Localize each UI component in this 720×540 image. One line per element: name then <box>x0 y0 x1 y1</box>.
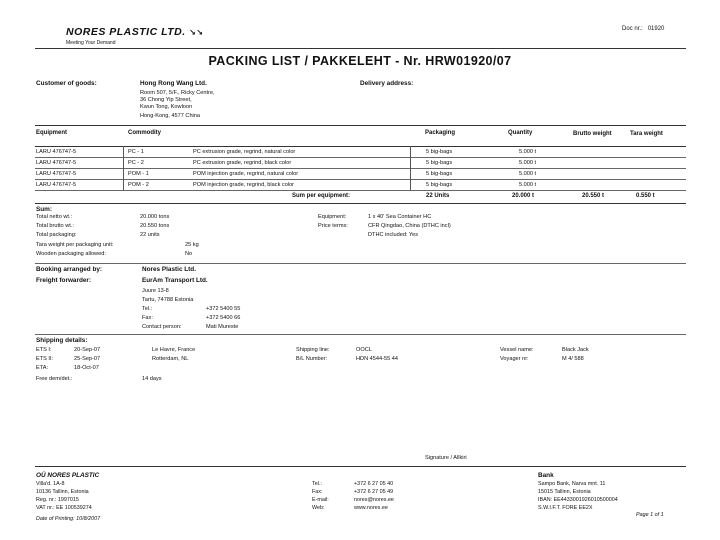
dthc-note: DTHC included: Yes <box>368 232 419 238</box>
section-divider <box>35 334 686 335</box>
ets1-label: ETS I: <box>36 347 52 353</box>
page-title: PACKING LIST / PAKKELEHT - Nr. HRW01920/07 <box>208 54 512 68</box>
footer-address-line: Reg. nr.: 1997015 <box>36 497 79 503</box>
row-equipment: LARU 476747-5 <box>36 160 77 166</box>
summary-value: 22 units <box>140 232 160 238</box>
customer-label: Customer of goods: <box>36 80 97 87</box>
row-packaging: 5 big-bags <box>426 160 453 166</box>
row-packaging: 5 big-bags <box>426 171 453 177</box>
footer-web-label: Web: <box>312 505 325 511</box>
equipment-label: Equipment: <box>318 214 347 220</box>
booking-value: Nores Plastic Ltd. <box>142 266 196 273</box>
column-separator <box>123 146 124 190</box>
footer-fax-value: +372 6 27 05 49 <box>354 489 394 495</box>
logo-mark-icon: ↘↘ <box>189 28 204 37</box>
row-packaging: 5 big-bags <box>426 182 453 188</box>
row-packaging: 5 big-bags <box>426 149 453 155</box>
summary-label: Tara weight per packaging unit: <box>36 242 114 248</box>
contact-person-value: Mati Mureste <box>206 324 239 330</box>
ets1-value: 20-Sep-07 <box>74 347 101 353</box>
col-header-commodity: Commodity <box>128 130 161 136</box>
bank-line: Sampo Bank, Narva mnt. 11 <box>538 481 606 487</box>
footer-tel-value: +372 6 27 05 40 <box>354 481 394 487</box>
shipping-heading: Shipping details: <box>36 337 88 344</box>
contact-person-label: Contact person: <box>142 324 182 330</box>
customer-address-line: Hong-Kong, 4577 China <box>140 113 201 119</box>
sum-packaging: 22 Units <box>426 193 450 199</box>
sum-heading: Sum: <box>36 206 52 213</box>
footer-company: OÜ NORES PLASTIC <box>36 472 100 479</box>
company-logo <box>66 26 203 38</box>
forwarder-label: Freight forwarder: <box>36 277 92 284</box>
row-description: PC extrusion grade, regrind, natural color <box>193 149 296 155</box>
row-description: PC extrusion grade, regrind, black color <box>193 160 292 166</box>
footer-address-line: 10136 Tallinn, Estonia <box>36 489 89 495</box>
footer-email-value[interactable]: nores@nores.ee <box>354 497 394 503</box>
print-date: Date of Printing: 10/8/2007 <box>36 516 101 522</box>
forwarder-tel-value: +372 5400 55 <box>206 306 241 312</box>
summary-label: Total netto wt.: <box>36 214 73 220</box>
booking-label: Booking arranged by: <box>36 266 103 273</box>
customer-address-line: 36 Chong Yip Street, <box>140 97 192 103</box>
row-code: POM - 1 <box>128 171 149 177</box>
bank-line: S.W.I.F.T. FORE EE2X <box>538 505 593 511</box>
sum-quantity: 20.000 t <box>512 193 535 199</box>
bank-heading: Bank <box>538 472 554 479</box>
free-dem-value: 14 days <box>142 376 162 382</box>
row-code: PC - 2 <box>128 160 144 166</box>
voyage-nr-label: Voyager nr: <box>500 356 529 362</box>
row-divider <box>35 168 686 169</box>
company-tagline: Meeting Your Demand <box>66 40 116 46</box>
bl-number-value: HDN 4544-55 44 <box>356 356 398 362</box>
row-divider <box>35 190 686 191</box>
section-divider <box>35 263 686 264</box>
row-divider <box>35 157 686 158</box>
row-quantity: 5.000 t <box>519 160 537 166</box>
sum-label: Sum per equipment: <box>292 193 351 199</box>
bl-number-label: B/L Number: <box>296 356 328 362</box>
row-code: POM - 2 <box>128 182 149 188</box>
page-number: Page 1 of 1 <box>636 512 664 518</box>
summary-label: Total packaging: <box>36 232 77 238</box>
customer-address-line: Kwun Tong, Kowloon <box>140 104 193 110</box>
row-quantity: 5.000 t <box>519 171 537 177</box>
delivery-address-label: Delivery address: <box>360 80 414 87</box>
column-separator <box>410 146 411 190</box>
summary-value: 20.550 tons <box>140 223 170 229</box>
col-header-quantity: Quantity <box>508 130 533 136</box>
forwarder-address-line: Juure 13-8 <box>142 288 169 294</box>
vessel-name-label: Vessel name: <box>500 347 534 353</box>
port-of-loading: Le Havre, France <box>152 347 196 353</box>
summary-label: Total brutto wt.: <box>36 223 74 229</box>
summary-value: No <box>185 251 193 257</box>
col-header-equipment: Equipment <box>36 130 67 136</box>
footer-web-value[interactable]: www.nores.ee <box>354 505 388 511</box>
col-header-tara: Tara weight <box>630 131 663 137</box>
ets2-value: 25-Sep-07 <box>74 356 101 362</box>
row-description: POM injection grade, regrind, natural color <box>193 171 299 177</box>
doc-number <box>622 26 664 32</box>
col-header-packaging: Packaging <box>425 130 456 136</box>
header-divider <box>35 48 686 49</box>
row-divider <box>35 179 686 180</box>
eta-label: ETA: <box>36 365 49 371</box>
doc-nr-label: Doc nr.: <box>622 26 643 32</box>
summary-label: Wooden packaging allowed: <box>36 251 106 257</box>
customer-name: Hong Rong Wang Ltd. <box>140 80 207 87</box>
shipping-line-value: OOCL <box>356 347 372 353</box>
forwarder-address-line: Tartu, 74788 Estonia <box>142 297 194 303</box>
table-bottom-border <box>35 203 686 204</box>
forwarder-fax-label: Fax: <box>142 315 153 321</box>
sum-tara: 0.550 t <box>636 193 655 199</box>
footer-email-label: E-mail: <box>312 497 329 503</box>
row-quantity: 5.000 t <box>519 149 537 155</box>
col-header-brutto: Brutto weight <box>573 131 612 137</box>
table-top-border <box>35 125 686 126</box>
signature-label: Signature / Allkiri <box>425 455 467 461</box>
company-name: NORES PLASTIC LTD. <box>66 26 186 38</box>
customer-address-line: Room 507, 5/F., Ricky Centre, <box>140 90 215 96</box>
summary-value: 20.000 tons <box>140 214 170 220</box>
bank-line: IBAN: EE4433001926010500004 <box>538 497 618 503</box>
price-terms-value: CFR Qingdao, China (DTHC incl) <box>368 223 451 229</box>
footer-divider <box>35 466 686 467</box>
free-dem-label: Free dem/det.: <box>36 376 73 382</box>
table-header-border <box>35 146 686 147</box>
footer-tel-label: Tel.: <box>312 481 322 487</box>
voyage-nr-value: M 4/ 588 <box>562 356 584 362</box>
bank-line: 15015 Tallinn, Estonia <box>538 489 591 495</box>
eta-value: 18-Oct-07 <box>74 365 99 371</box>
port-of-transit: Rotterdam, NL <box>152 356 189 362</box>
row-equipment: LARU 476747-5 <box>36 149 77 155</box>
doc-nr-value: 01920 <box>647 26 665 32</box>
vessel-name-value: Black Jack <box>562 347 589 353</box>
row-code: PC - 1 <box>128 149 144 155</box>
row-description: POM injection grade, regrind, black color <box>193 182 295 188</box>
footer-address-line: VAT nr.: EE 100539274 <box>36 505 92 511</box>
sum-brutto: 20.550 t <box>582 193 605 199</box>
footer-fax-label: Fax: <box>312 489 323 495</box>
forwarder-tel-label: Tel.: <box>142 306 153 312</box>
price-terms-label: Price terms: <box>318 223 348 229</box>
forwarder-fax-value: +372 5400 66 <box>206 315 241 321</box>
ets2-label: ETS II: <box>36 356 54 362</box>
summary-value: 25 kg <box>185 242 199 248</box>
equipment-value: 1 x 40' Sea Container HC <box>368 214 432 220</box>
row-equipment: LARU 476747-5 <box>36 171 77 177</box>
row-equipment: LARU 476747-5 <box>36 182 77 188</box>
forwarder-name: EurAm Transport Ltd. <box>142 277 208 284</box>
footer-address-line: Villa'd. 1A-8 <box>36 481 65 487</box>
row-quantity: 5.000 t <box>519 182 537 188</box>
shipping-line-label: Shipping line: <box>296 347 330 353</box>
